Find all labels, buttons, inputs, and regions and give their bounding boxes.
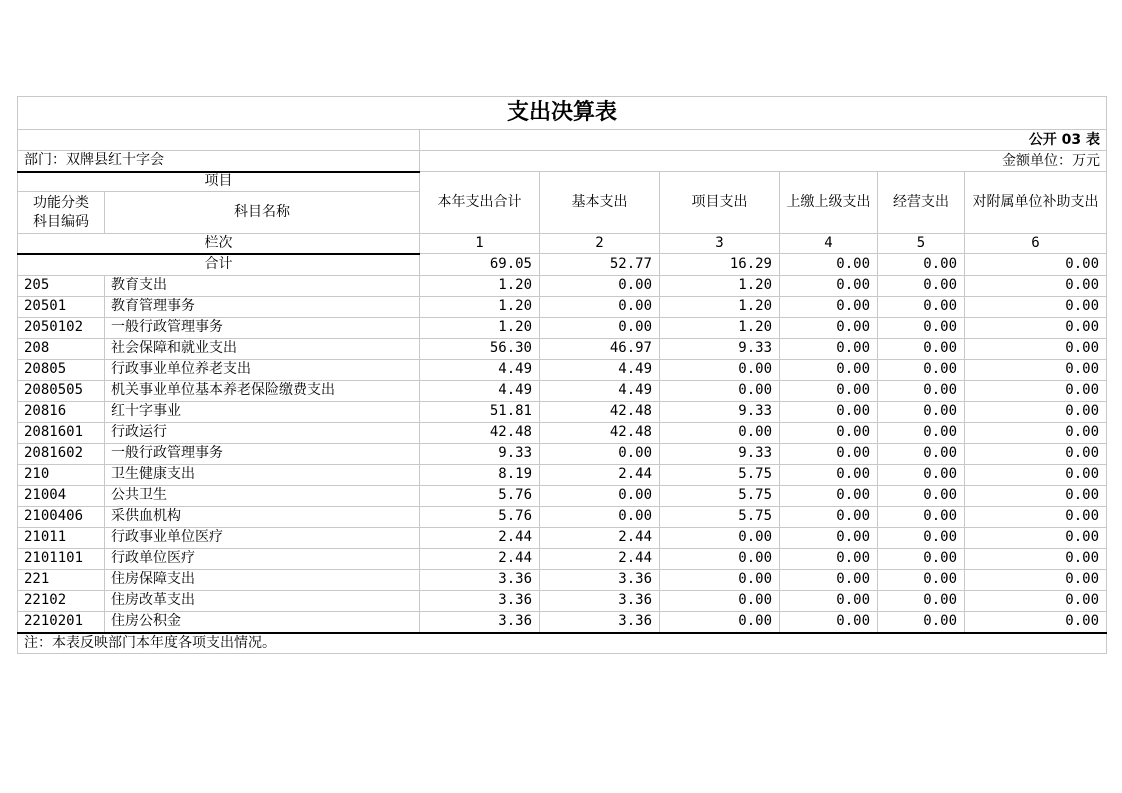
row-upper-cell: 0.00 <box>780 569 878 590</box>
row-operate-cell: 0.00 <box>878 485 965 506</box>
row-operate-cell: 0.00 <box>878 443 965 464</box>
total-v4: 0.00 <box>780 254 878 276</box>
row-code-cell: 2081602 <box>18 443 105 464</box>
col-upper-header: 上缴上级支出 <box>780 172 878 234</box>
col-index-label: 栏次 <box>18 234 420 254</box>
row-total-cell: 56.30 <box>420 338 540 359</box>
table-row <box>18 317 1107 338</box>
row-code-cell: 20501 <box>18 296 105 317</box>
row-upper-cell: 0.00 <box>780 611 878 633</box>
col-basic-header: 基本支出 <box>540 172 660 234</box>
row-total-cell: 3.36 <box>420 590 540 611</box>
item-header: 项目 <box>18 172 420 192</box>
table-row <box>18 359 1107 380</box>
table-row <box>18 380 1107 401</box>
row-name-cell: 行政单位医疗 <box>105 548 420 569</box>
total-v5: 0.00 <box>878 254 965 276</box>
table-note: 注：本表反映部门本年度各项支出情况。 <box>18 633 1107 654</box>
row-name-cell: 住房公积金 <box>105 611 420 633</box>
row-operate-cell: 0.00 <box>878 380 965 401</box>
row-total-cell: 5.76 <box>420 485 540 506</box>
table-row <box>18 296 1107 317</box>
row-upper-cell: 0.00 <box>780 338 878 359</box>
row-name-cell: 卫生健康支出 <box>105 464 420 485</box>
total-v2: 52.77 <box>540 254 660 276</box>
row-basic-cell: 4.49 <box>540 359 660 380</box>
row-total-cell: 5.76 <box>420 506 540 527</box>
subject-name-header: 科目名称 <box>105 192 420 234</box>
row-total-cell: 2.44 <box>420 548 540 569</box>
col-operate-header: 经营支出 <box>878 172 965 234</box>
table-row <box>18 590 1107 611</box>
row-project-cell: 0.00 <box>660 380 780 401</box>
row-upper-cell: 0.00 <box>780 296 878 317</box>
row-basic-cell: 2.44 <box>540 548 660 569</box>
row-subsidy-cell: 0.00 <box>965 275 1107 296</box>
row-subsidy-cell: 0.00 <box>965 464 1107 485</box>
row-upper-cell: 0.00 <box>780 590 878 611</box>
row-name-cell: 住房改革支出 <box>105 590 420 611</box>
row-project-cell: 0.00 <box>660 359 780 380</box>
table-row <box>18 422 1107 443</box>
row-code-cell: 2210201 <box>18 611 105 633</box>
table-row <box>18 401 1107 422</box>
row-code-cell: 2080505 <box>18 380 105 401</box>
row-name-cell: 社会保障和就业支出 <box>105 338 420 359</box>
row-project-cell: 9.33 <box>660 443 780 464</box>
row-subsidy-cell: 0.00 <box>965 527 1107 548</box>
row-code-cell: 20816 <box>18 401 105 422</box>
total-v6: 0.00 <box>965 254 1107 276</box>
row-upper-cell: 0.00 <box>780 527 878 548</box>
row-subsidy-cell: 0.00 <box>965 317 1107 338</box>
row-operate-cell: 0.00 <box>878 275 965 296</box>
row-basic-cell: 0.00 <box>540 443 660 464</box>
row-code-cell: 20805 <box>18 359 105 380</box>
row-basic-cell: 42.48 <box>540 422 660 443</box>
table-row <box>18 275 1107 296</box>
row-code-cell: 2081601 <box>18 422 105 443</box>
row-total-cell: 51.81 <box>420 401 540 422</box>
row-project-cell: 1.20 <box>660 275 780 296</box>
row-name-cell: 行政事业单位医疗 <box>105 527 420 548</box>
row-basic-cell: 0.00 <box>540 296 660 317</box>
row-subsidy-cell: 0.00 <box>965 506 1107 527</box>
row-project-cell: 5.75 <box>660 485 780 506</box>
row-total-cell: 1.20 <box>420 296 540 317</box>
row-name-cell: 行政事业单位养老支出 <box>105 359 420 380</box>
row-operate-cell: 0.00 <box>878 296 965 317</box>
row-code-cell: 2100406 <box>18 506 105 527</box>
table-row <box>18 569 1107 590</box>
row-subsidy-cell: 0.00 <box>965 443 1107 464</box>
total-v1: 69.05 <box>420 254 540 276</box>
row-code-cell: 22102 <box>18 590 105 611</box>
row-subsidy-cell: 0.00 <box>965 548 1107 569</box>
row-operate-cell: 0.00 <box>878 359 965 380</box>
row-operate-cell: 0.00 <box>878 527 965 548</box>
table-row <box>18 611 1107 633</box>
row-total-cell: 3.36 <box>420 569 540 590</box>
row-code-cell: 208 <box>18 338 105 359</box>
row-code-cell: 221 <box>18 569 105 590</box>
row-basic-cell: 0.00 <box>540 275 660 296</box>
row-name-cell: 一般行政管理事务 <box>105 317 420 338</box>
row-total-cell: 3.36 <box>420 611 540 633</box>
row-upper-cell: 0.00 <box>780 359 878 380</box>
table-title: 支出决算表 <box>18 97 1107 130</box>
row-total-cell: 42.48 <box>420 422 540 443</box>
row-operate-cell: 0.00 <box>878 464 965 485</box>
total-row <box>18 254 1107 276</box>
blank-cell <box>18 130 420 151</box>
row-basic-cell: 46.97 <box>540 338 660 359</box>
row-operate-cell: 0.00 <box>878 590 965 611</box>
report-number: 公开 03 表 <box>420 130 1107 151</box>
expenditure-table <box>17 96 1107 654</box>
row-total-cell: 1.20 <box>420 317 540 338</box>
department-label: 部门：双牌县红十字会 <box>18 151 420 172</box>
row-project-cell: 0.00 <box>660 569 780 590</box>
row-basic-cell: 2.44 <box>540 527 660 548</box>
row-project-cell: 1.20 <box>660 317 780 338</box>
row-code-cell: 21004 <box>18 485 105 506</box>
table-row <box>18 338 1107 359</box>
row-total-cell: 4.49 <box>420 359 540 380</box>
row-upper-cell: 0.00 <box>780 464 878 485</box>
row-name-cell: 红十字事业 <box>105 401 420 422</box>
row-subsidy-cell: 0.00 <box>965 590 1107 611</box>
col-index-5: 5 <box>878 234 965 254</box>
row-project-cell: 0.00 <box>660 422 780 443</box>
func-code-header: 功能分类 科目编码 <box>18 192 105 234</box>
row-code-cell: 21011 <box>18 527 105 548</box>
row-total-cell: 2.44 <box>420 527 540 548</box>
row-name-cell: 公共卫生 <box>105 485 420 506</box>
row-subsidy-cell: 0.00 <box>965 338 1107 359</box>
row-subsidy-cell: 0.00 <box>965 485 1107 506</box>
row-upper-cell: 0.00 <box>780 275 878 296</box>
col-project-header: 项目支出 <box>660 172 780 234</box>
unit-label: 金额单位：万元 <box>420 151 1107 172</box>
row-code-cell: 2101101 <box>18 548 105 569</box>
row-name-cell: 行政运行 <box>105 422 420 443</box>
row-project-cell: 1.20 <box>660 296 780 317</box>
row-name-cell: 机关事业单位基本养老保险缴费支出 <box>105 380 420 401</box>
row-basic-cell: 4.49 <box>540 380 660 401</box>
row-operate-cell: 0.00 <box>878 317 965 338</box>
row-basic-cell: 3.36 <box>540 569 660 590</box>
col-index-4: 4 <box>780 234 878 254</box>
row-subsidy-cell: 0.00 <box>965 296 1107 317</box>
row-upper-cell: 0.00 <box>780 401 878 422</box>
table-row <box>18 464 1107 485</box>
row-project-cell: 0.00 <box>660 548 780 569</box>
row-basic-cell: 0.00 <box>540 485 660 506</box>
row-name-cell: 采供血机构 <box>105 506 420 527</box>
row-code-cell: 205 <box>18 275 105 296</box>
row-upper-cell: 0.00 <box>780 317 878 338</box>
row-project-cell: 9.33 <box>660 338 780 359</box>
table-row <box>18 548 1107 569</box>
row-project-cell: 0.00 <box>660 611 780 633</box>
table-row <box>18 443 1107 464</box>
col-index-2: 2 <box>540 234 660 254</box>
row-basic-cell: 3.36 <box>540 611 660 633</box>
row-total-cell: 8.19 <box>420 464 540 485</box>
row-subsidy-cell: 0.00 <box>965 401 1107 422</box>
col-index-3: 3 <box>660 234 780 254</box>
col-subsidy-header: 对附属单位补助支出 <box>965 172 1107 234</box>
table-row <box>18 485 1107 506</box>
col-index-1: 1 <box>420 234 540 254</box>
row-basic-cell: 2.44 <box>540 464 660 485</box>
row-project-cell: 5.75 <box>660 506 780 527</box>
total-v3: 16.29 <box>660 254 780 276</box>
row-subsidy-cell: 0.00 <box>965 422 1107 443</box>
col-total-header: 本年支出合计 <box>420 172 540 234</box>
row-name-cell: 住房保障支出 <box>105 569 420 590</box>
row-basic-cell: 3.36 <box>540 590 660 611</box>
row-code-cell: 2050102 <box>18 317 105 338</box>
row-operate-cell: 0.00 <box>878 338 965 359</box>
row-total-cell: 9.33 <box>420 443 540 464</box>
row-upper-cell: 0.00 <box>780 422 878 443</box>
row-basic-cell: 0.00 <box>540 506 660 527</box>
row-project-cell: 0.00 <box>660 527 780 548</box>
row-upper-cell: 0.00 <box>780 443 878 464</box>
row-total-cell: 1.20 <box>420 275 540 296</box>
row-subsidy-cell: 0.00 <box>965 611 1107 633</box>
table-row <box>18 506 1107 527</box>
row-basic-cell: 0.00 <box>540 317 660 338</box>
row-total-cell: 4.49 <box>420 380 540 401</box>
col-index-6: 6 <box>965 234 1107 254</box>
row-operate-cell: 0.00 <box>878 506 965 527</box>
row-upper-cell: 0.00 <box>780 380 878 401</box>
row-subsidy-cell: 0.00 <box>965 380 1107 401</box>
row-name-cell: 一般行政管理事务 <box>105 443 420 464</box>
row-code-cell: 210 <box>18 464 105 485</box>
row-upper-cell: 0.00 <box>780 506 878 527</box>
row-operate-cell: 0.00 <box>878 548 965 569</box>
row-operate-cell: 0.00 <box>878 611 965 633</box>
row-name-cell: 教育支出 <box>105 275 420 296</box>
row-name-cell: 教育管理事务 <box>105 296 420 317</box>
row-subsidy-cell: 0.00 <box>965 359 1107 380</box>
row-upper-cell: 0.00 <box>780 548 878 569</box>
row-subsidy-cell: 0.00 <box>965 569 1107 590</box>
table-row <box>18 527 1107 548</box>
row-project-cell: 0.00 <box>660 590 780 611</box>
row-upper-cell: 0.00 <box>780 485 878 506</box>
row-basic-cell: 42.48 <box>540 401 660 422</box>
row-operate-cell: 0.00 <box>878 569 965 590</box>
row-project-cell: 9.33 <box>660 401 780 422</box>
row-operate-cell: 0.00 <box>878 401 965 422</box>
row-project-cell: 5.75 <box>660 464 780 485</box>
row-operate-cell: 0.00 <box>878 422 965 443</box>
total-label: 合计 <box>18 254 420 276</box>
